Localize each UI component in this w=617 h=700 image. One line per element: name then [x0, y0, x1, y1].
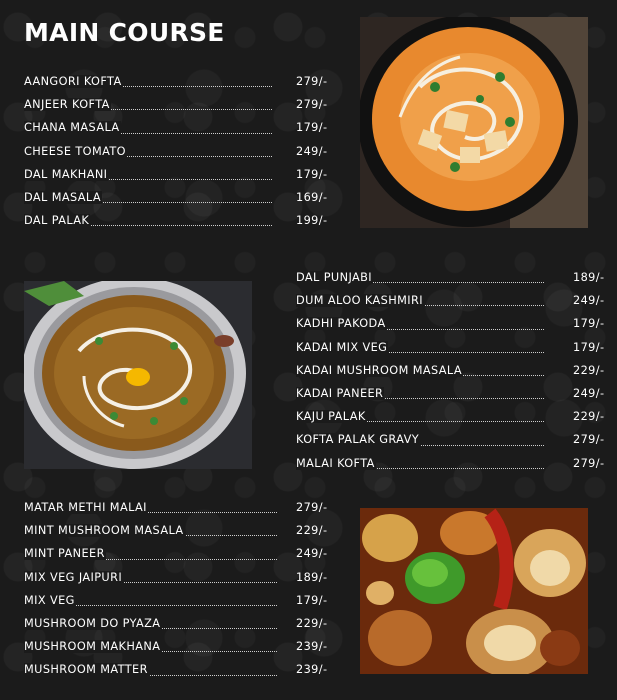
menu-item-name: MIX VEG JAIPURI	[24, 570, 123, 584]
menu-item	[24, 566, 330, 589]
menu-item-name: KAJU PALAK	[296, 410, 366, 424]
menu-item	[24, 209, 330, 232]
menu-item	[24, 519, 330, 542]
menu-item-price: 229/-	[573, 410, 605, 424]
mushroom-curry-photo	[360, 508, 588, 674]
menu-item	[296, 382, 606, 405]
menu-item-name: CHANA MASALA	[24, 121, 120, 135]
menu-item-name: CHEESE TOMATO	[24, 144, 126, 158]
menu-item-price: 179/-	[573, 317, 605, 331]
menu-item-name: MINT PANEER	[24, 547, 105, 561]
menu-item	[296, 452, 606, 475]
menu-item-name: MIX VEG	[24, 593, 75, 607]
menu-item-price: 249/-	[296, 144, 328, 158]
menu-item	[296, 428, 606, 451]
menu-item-name: KADHI PAKODA	[296, 317, 386, 331]
menu-item	[24, 116, 330, 139]
menu-item-name: MUSHROOM DO PYAZA	[24, 616, 161, 630]
menu-item-price: 249/-	[573, 386, 605, 400]
menu-item-price: 179/-	[296, 167, 328, 181]
menu-item	[296, 289, 606, 312]
menu-item-price: 239/-	[296, 640, 328, 654]
menu-item-price: 229/-	[296, 524, 328, 538]
menu-item	[24, 186, 330, 209]
menu-item	[296, 359, 606, 382]
menu-list-3	[24, 496, 330, 682]
menu-item-name: MUSHROOM MATTER	[24, 663, 148, 677]
menu-item-name: DAL PUNJABI	[296, 271, 372, 284]
menu-item-price: 169/-	[296, 190, 328, 204]
menu-list-1	[24, 70, 330, 232]
menu-item-name: DAL MAKHANI	[24, 167, 108, 181]
dal-bowl-photo	[24, 281, 252, 469]
menu-item-price: 279/-	[296, 501, 328, 514]
menu-item-price: 179/-	[573, 340, 605, 354]
menu-item-name: KADAI MIX VEG	[296, 340, 388, 354]
menu-item-price: 229/-	[573, 363, 605, 377]
menu-item	[24, 635, 330, 658]
menu-item	[296, 336, 606, 359]
menu-item-price: 229/-	[296, 616, 328, 630]
menu-list-2	[296, 266, 606, 475]
menu-item	[24, 70, 330, 93]
menu-item-price: 189/-	[296, 570, 328, 584]
menu-item-name: ANJEER KOFTA	[24, 98, 110, 112]
menu-item	[296, 266, 606, 289]
menu-item-price: 249/-	[296, 547, 328, 561]
menu-item	[24, 589, 330, 612]
menu-section-title: MAIN COURSE	[24, 18, 225, 47]
menu-item-price: 179/-	[296, 121, 328, 135]
menu-item	[24, 612, 330, 635]
menu-item	[296, 312, 606, 335]
menu-item-price: 189/-	[573, 271, 605, 284]
menu-item-name: MALAI KOFTA	[296, 456, 375, 470]
menu-item-price: 279/-	[573, 433, 605, 447]
menu-item	[24, 542, 330, 565]
menu-item-name: KOFTA PALAK GRAVY	[296, 433, 420, 447]
menu-item-price: 249/-	[573, 294, 605, 308]
menu-item-price: 239/-	[296, 663, 328, 677]
menu-item	[24, 658, 330, 681]
menu-item-price: 279/-	[296, 75, 328, 88]
menu-item-name: KADAI MUSHROOM MASALA	[296, 363, 463, 377]
menu-item-price: 199/-	[296, 214, 328, 228]
menu-item-price: 179/-	[296, 593, 328, 607]
menu-item-name: MUSHROOM MAKHANA	[24, 640, 161, 654]
menu-item	[24, 140, 330, 163]
menu-item	[296, 405, 606, 428]
menu-item-price: 279/-	[573, 456, 605, 470]
menu-item-name: AANGORI KOFTA	[24, 75, 122, 88]
menu-item-name: MINT MUSHROOM MASALA	[24, 524, 184, 538]
menu-item	[24, 496, 330, 519]
menu-item-name: KADAI PANEER	[296, 386, 384, 400]
menu-item-name: DAL MASALA	[24, 190, 101, 204]
menu-item	[24, 93, 330, 116]
menu-item-name: DUM ALOO KASHMIRI	[296, 294, 423, 308]
menu-item-name: MATAR METHI MALAI	[24, 501, 147, 514]
menu-item-price: 279/-	[296, 98, 328, 112]
menu-item-name: DAL PALAK	[24, 214, 90, 228]
menu-item	[24, 163, 330, 186]
paneer-curry-photo	[360, 17, 588, 228]
